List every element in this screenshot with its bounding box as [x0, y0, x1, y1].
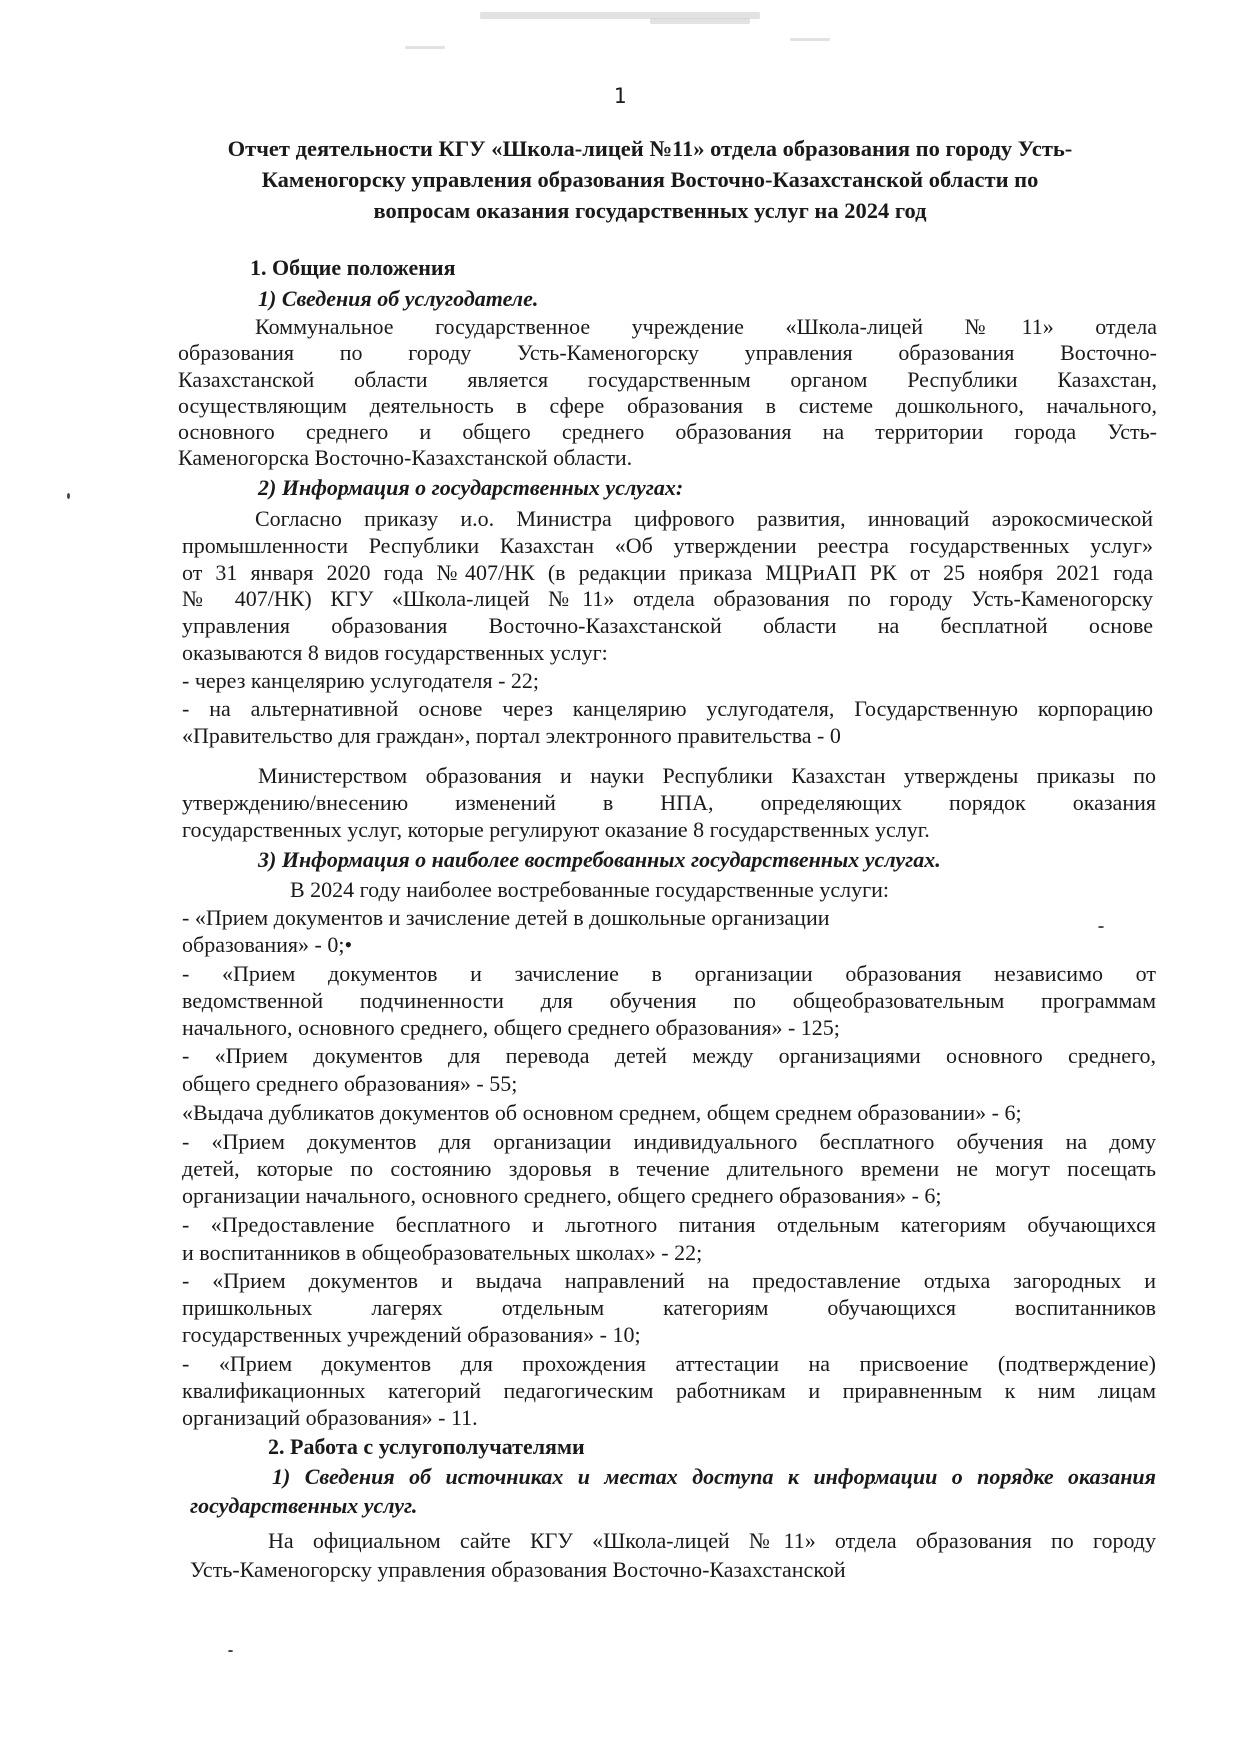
scan-artifact	[650, 18, 750, 24]
paragraph-line: государственных услуг, которые регулируют оказание 8 государственных услуг.	[182, 817, 930, 842]
list-item-line: организации начального, основного среднего, общего среднего образования» - 6;	[182, 1183, 942, 1208]
paragraph-line: Коммунальное государственное учреждение «Школа-лицей №11» отдела	[255, 314, 1157, 339]
paragraph-line: осуществляющим деятельность в сфере образования в системе дошкольного, начального,	[178, 393, 1157, 418]
list-item-line: детей, которые по состоянию здоровья в течение длительного времени не могут посещать	[182, 1156, 1156, 1181]
paragraph-line: управления образования Восточно-Казахстанской области на бесплатной основе	[182, 613, 1153, 638]
list-item-line: и воспитанников в общеобразовательных школах» - 22;	[182, 1240, 703, 1265]
title-line: Каменогорску управления образования Восточно-Казахстанской области по	[261, 167, 1039, 192]
scan-artifact	[405, 46, 445, 49]
paragraph-line: основного среднего и общего среднего образования на территории города Усть-	[178, 419, 1157, 444]
section-heading: 1. Общие положения	[250, 255, 456, 280]
paragraph-line: «Правительство для граждан», портал электронного правительства - 0	[182, 723, 841, 748]
list-item-line: - «Прием документов для прохождения аттестации на присвоение (подтверждение)	[182, 1351, 1156, 1376]
paragraph-line: Каменогорска Восточно-Казахстанской области.	[178, 445, 633, 470]
list-item-line: - «Прием документов и выдача направлений на предоставление отдыха загородных и	[182, 1268, 1156, 1293]
subsection-heading: государственных услуг.	[190, 1493, 418, 1518]
list-item-line: - «Предоставление бесплатного и льготного питания отдельным категориям обучающихся	[182, 1212, 1156, 1237]
list-item-line: - «Прием документов для организации индивидуального бесплатного обучения на дому	[182, 1129, 1156, 1154]
list-item-line: общего среднего образования» - 55;	[182, 1071, 518, 1096]
paragraph-line: - через канцелярию услугодателя - 22;	[182, 668, 540, 693]
paragraph-line: На официальном сайте КГУ «Школа-лицей №11» отдела образования по городу	[268, 1528, 1156, 1553]
paragraph-line: Усть-Каменогорску управления образования Восточно-Казахстанской	[190, 1557, 846, 1582]
paragraph-line: В 2024 году наиболее востребованные государственные услуги:	[290, 877, 889, 902]
paragraph-line: утверждению/внесению изменений в НПА, определяющих порядок оказания	[182, 790, 1156, 815]
paragraph-line: промышленности Республики Казахстан «Об утверждении реестра государственных услуг»	[182, 533, 1153, 558]
subsection-heading: 2) Информация о государственных услугах:	[258, 475, 684, 500]
paragraph-line: образования по городу Усть-Каменогорску управления образования Восточно-	[178, 340, 1157, 365]
list-item-line: - «Прием документов и зачисление детей в дошкольные организации	[182, 905, 830, 930]
list-item-line: образования» - 0;•	[182, 932, 353, 957]
list-item-line: - «Прием документов для перевода детей между организациями основного среднего,	[182, 1043, 1156, 1068]
list-item-line: пришкольных лагерях отдельным категориям обучающихся воспитанников	[182, 1295, 1156, 1320]
subsection-heading: 1) Сведения об источниках и местах доступа к информации о порядке оказания	[272, 1464, 1156, 1489]
paragraph-line: оказываются 8 видов государственных услуг:	[182, 640, 608, 665]
list-item-line: - «Прием документов и зачисление в организации образования независимо от	[182, 961, 1156, 986]
scan-artifact	[790, 38, 830, 41]
list-item-line: организаций образования» - 11.	[182, 1405, 478, 1430]
paragraph-line: Согласно приказу и.о. Министра цифрового развития, инноваций аэрокосмической	[255, 506, 1153, 531]
paragraph-line: от 31 января 2020 года №407/НК (в редакции приказа МЦРиАП РК от 25 ноября 2021 года	[182, 560, 1153, 585]
scan-speck	[67, 493, 70, 499]
scan-speck	[1098, 926, 1104, 928]
paragraph-line: № 407/НК) КГУ «Школа-лицей №11» отдела образования по городу Усть-Каменогорску	[182, 586, 1153, 611]
section-heading: 2. Работа с услугополучателями	[268, 1434, 585, 1459]
paragraph-line: Казахстанской области является государственным органом Республики Казахстан,	[178, 367, 1157, 392]
document-title	[170, 133, 1130, 226]
list-item-line: государственных учреждений образования» - 10;	[182, 1322, 641, 1347]
list-item-line: ведомственной подчиненности для обучения по общеобразовательным программам	[182, 988, 1156, 1013]
paragraph-line: - на альтернативной основе через канцелярию услугодателя, Государственную корпорацию	[182, 696, 1153, 721]
list-item-line: квалификационных категорий педагогическим работникам и приравненным к ним лицам	[182, 1378, 1156, 1403]
title-line: вопросам оказания государственных услуг на 2024 год	[373, 198, 927, 223]
page-number: 1	[613, 84, 627, 108]
scan-speck	[228, 1650, 233, 1652]
list-item-line: начального, основного среднего, общего среднего образования» - 125;	[182, 1015, 840, 1040]
title-line: Отчет деятельности КГУ «Школа-лицей №11» отдела образования по городу Усть-	[227, 136, 1073, 161]
subsection-heading: 3) Информация о наиболее востребованных государственных услугах.	[258, 847, 941, 872]
list-item-line: «Выдача дубликатов документов об основном среднем, общем среднем образовании» - 6;	[182, 1100, 1022, 1125]
paragraph-line: Министерством образования и науки Республики Казахстан утверждены приказы по	[258, 763, 1156, 788]
subsection-heading: 1) Сведения об услугодателе.	[258, 286, 539, 311]
